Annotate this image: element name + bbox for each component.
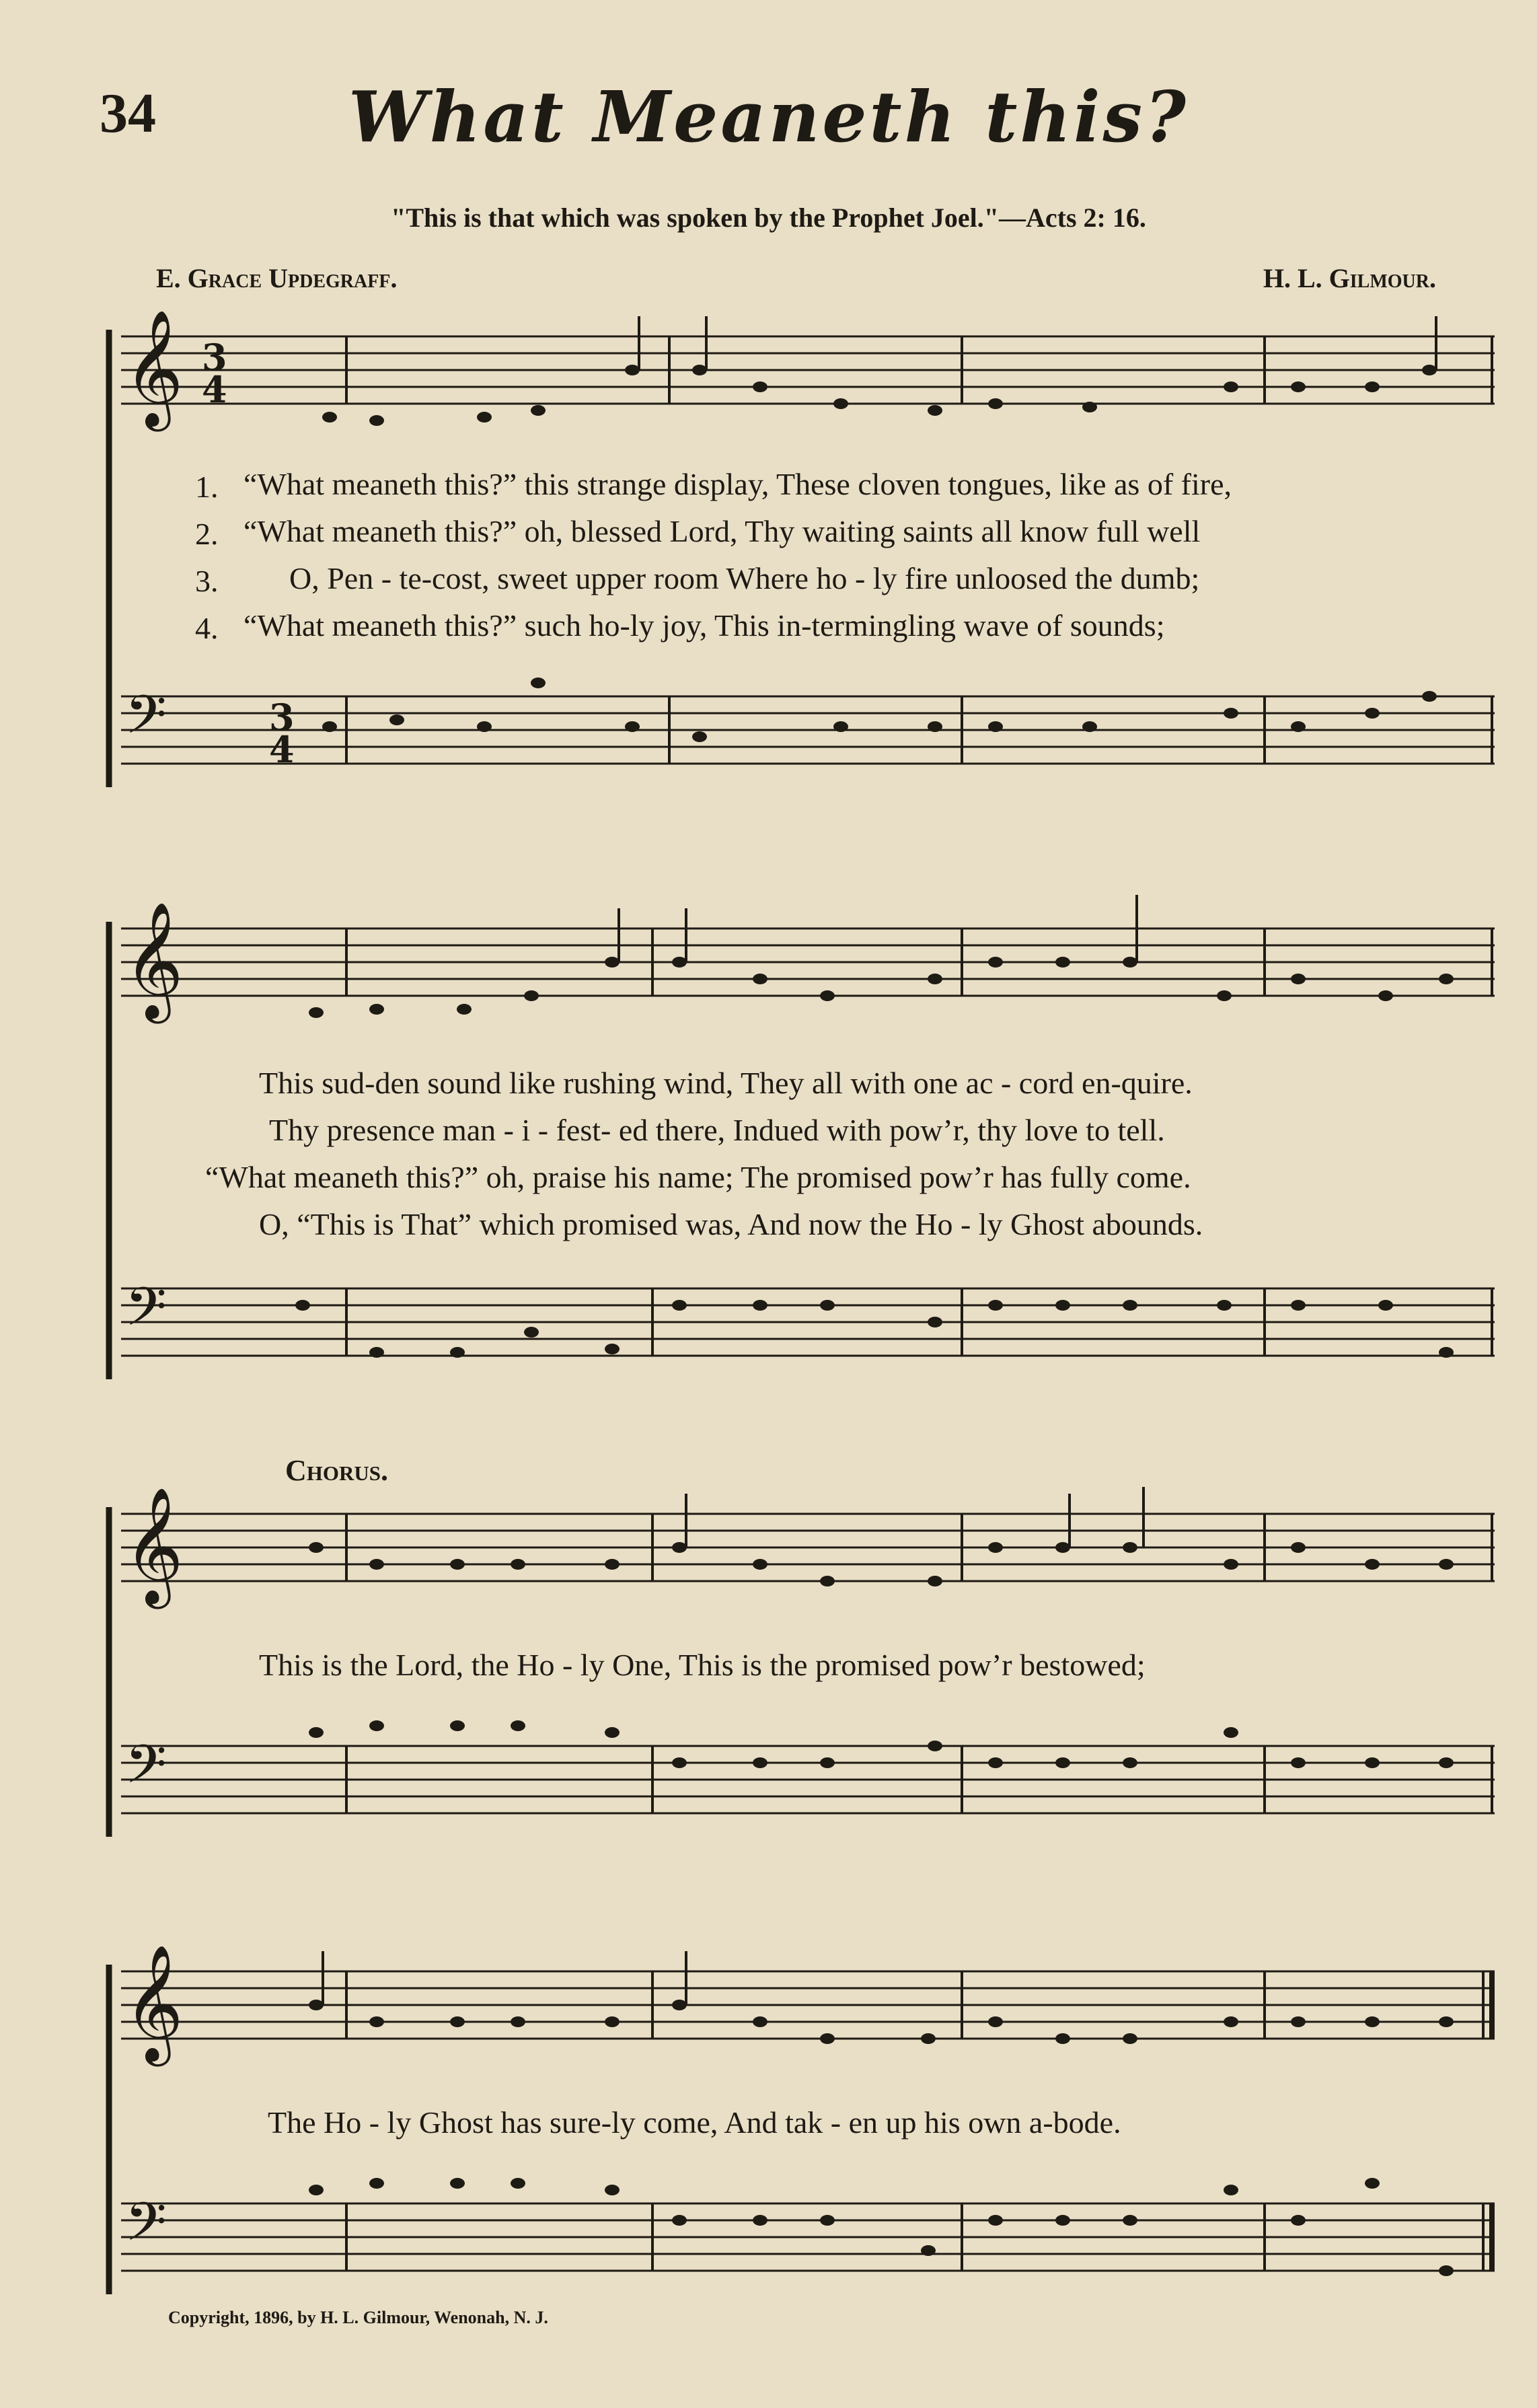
music-system-2 [0, 902, 1537, 1393]
bass-clef-icon: 𝄢 [125, 1733, 167, 1809]
verse-number: 4. [195, 611, 219, 645]
treble-clef-icon: 𝄞 [124, 1487, 184, 1604]
svg-text:4: 4 [269, 728, 295, 771]
verse-2-line-2: Thy presence man - i - fest- ed there, Indued with pow’r, thy love to tell. [269, 1113, 1165, 1147]
treble-clef-icon: 𝄞 [124, 1944, 184, 2062]
chorus-lyric-line-2: The Ho - ly Ghost has sure-ly come, And tak - en up his own a-bode. [268, 2105, 1121, 2140]
verse-2-line-1: “What meaneth this?” oh, blessed Lord, Thy waiting saints all know full well [243, 514, 1201, 548]
bass-staff-4 [121, 2191, 1495, 2271]
svg-text:3: 3 [269, 696, 295, 739]
verse-number: 2. [195, 517, 219, 551]
verse-number: 1. [195, 470, 219, 504]
verse-4-line-1: “What meaneth this?” such ho-ly joy, This in-termingling wave of sounds; [243, 608, 1165, 643]
bass-staff-2 [121, 1276, 1495, 1356]
verse-1-line-2: This sud-den sound like rushing wind, They all with one ac - cord en-quire. [259, 1066, 1193, 1100]
epigraph: "This is that which was spoken by the Prophet Joel."—Acts 2: 16. [391, 203, 1146, 233]
treble-staff-2 [121, 902, 1495, 1024]
words-author: E. Grace Updegraff. [156, 263, 398, 293]
svg-text:4: 4 [202, 368, 227, 411]
note-heads-3 [309, 1487, 1454, 1768]
page-number: 34 [100, 82, 156, 145]
svg-text:3: 3 [202, 336, 227, 379]
verse-number: 3. [195, 564, 219, 598]
verse-4-line-2: O, “This is That” which promised was, And now the Ho - ly Ghost abounds. [259, 1207, 1203, 1241]
treble-clef-icon: 𝄞 [124, 902, 184, 1019]
treble-staff-4 [121, 1944, 1495, 2067]
copyright-notice: Copyright, 1896, by H. L. Gilmour, Wenonah, N. J. [168, 2308, 548, 2327]
chorus-lyric-line-1: This is the Lord, the Ho - ly One, This is the promised pow’r bestowed; [259, 1648, 1146, 1682]
bass-clef-icon: 𝄢 [125, 2191, 167, 2266]
music-system-1 [0, 309, 1537, 801]
verse-3-line-2: “What meaneth this?” oh, praise his name; The promised pow’r has fully come. [205, 1160, 1191, 1194]
verse-1-line-1: “What meaneth this?” this strange display, These cloven tongues, like as of fire, [243, 467, 1232, 501]
treble-staff-3 [121, 1487, 1495, 1609]
chorus-label: Chorus. [285, 1454, 389, 1487]
bass-staff-3 [121, 1733, 1495, 1813]
treble-clef-icon: 𝄞 [124, 309, 184, 427]
music-author: H. L. Gilmour. [1263, 263, 1436, 293]
verse-3-line-1: O, Pen - te-cost, sweet upper room Where ho - ly fire unloosed the dumb; [289, 561, 1200, 595]
bass-clef-icon: 𝄢 [125, 1276, 167, 1351]
hymn-title: What Meaneth this? [348, 75, 1189, 158]
bass-clef-icon: 𝄢 [125, 684, 167, 759]
